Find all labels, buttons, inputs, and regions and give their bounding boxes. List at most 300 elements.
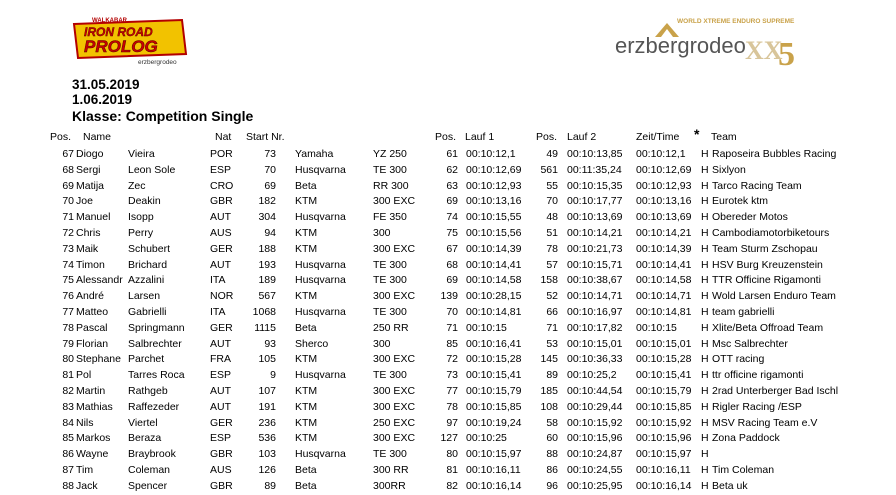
cell-lauf1: 00:10:15,41 xyxy=(466,369,522,382)
cell-model: 300 RR xyxy=(373,463,409,476)
cell-last: Gabrielli xyxy=(128,305,167,318)
cell-nat: AUT xyxy=(210,258,231,271)
cell-pos: 69 xyxy=(62,179,74,192)
cell-brand: Husqvarna xyxy=(295,305,346,318)
cell-pos2: 48 xyxy=(546,211,558,224)
cell-first: Diogo xyxy=(76,148,104,160)
cell-lauf2: 00:10:15,92 xyxy=(567,416,623,429)
cell-first: Stephane xyxy=(76,353,121,366)
cell-pos1: 63 xyxy=(446,179,458,192)
cell-lauf1: 00:10:15,56 xyxy=(466,226,522,239)
cell-h: H xyxy=(701,195,709,208)
cell-model: 300 EXC xyxy=(373,290,416,303)
cell-pos1: 80 xyxy=(446,448,458,461)
cell-team: Eurotek ktm xyxy=(712,195,769,208)
cell-lauf1: 00:10:14,41 xyxy=(466,258,522,271)
logo-tagline: WORLD XTREME ENDURO SUPREME xyxy=(677,18,795,25)
cell-pos: 84 xyxy=(62,416,74,429)
cell-last: Rathgeb xyxy=(128,384,168,397)
cell-h: H xyxy=(701,432,709,445)
cell-first: Markos xyxy=(76,432,111,445)
cell-start: 188 xyxy=(258,242,276,255)
cell-pos2: 60 xyxy=(546,432,558,445)
cell-lauf2: 00:10:17,77 xyxy=(567,195,623,208)
cell-team: Obereder Motos xyxy=(712,211,788,224)
cell-brand: KTM xyxy=(295,432,318,445)
cell-first: Matteo xyxy=(76,305,109,318)
cell-pos: 67 xyxy=(62,148,74,160)
cell-model: 300 xyxy=(373,337,391,350)
cell-pos2: 88 xyxy=(546,448,558,461)
cell-pos: 73 xyxy=(62,242,74,255)
cell-pos1: 69 xyxy=(446,274,458,287)
cell-lauf1: 00:10:16,11 xyxy=(466,463,521,476)
cell-first: André xyxy=(76,290,105,303)
cell-h: H xyxy=(701,290,709,303)
cell-pos1: 74 xyxy=(446,211,458,224)
cell-team: Beta uk xyxy=(712,479,748,492)
cell-pos1: 77 xyxy=(446,384,458,397)
cell-brand: Beta xyxy=(295,479,317,492)
cell-lauf2: 00:10:36,33 xyxy=(567,353,623,366)
cell-h: H xyxy=(701,400,709,413)
cell-brand: Husqvarna xyxy=(295,211,346,224)
erzbergrodeo-logo xyxy=(615,15,825,73)
cell-nat: GBR xyxy=(210,195,233,208)
cell-first: Nils xyxy=(76,416,94,429)
cell-zeit: 00:10:14,39 xyxy=(636,242,692,255)
cell-lauf1: 00:10:16,41 xyxy=(466,337,522,350)
cell-lauf1: 00:10:15,97 xyxy=(466,448,522,461)
cell-pos2: 49 xyxy=(546,148,558,160)
cell-brand: Husqvarna xyxy=(295,258,346,271)
cell-lauf2: 00:10:13,85 xyxy=(567,148,623,160)
table-row xyxy=(0,430,896,446)
cell-start: 567 xyxy=(258,290,276,303)
cell-nat: POR xyxy=(210,148,233,160)
cell-h: H xyxy=(701,448,709,461)
date-2: 1.06.2019 xyxy=(72,92,133,107)
cell-pos2: 185 xyxy=(540,384,558,397)
cell-team: OTT racing xyxy=(712,353,765,366)
cell-nat: ITA xyxy=(210,305,226,318)
cell-lauf2: 00:10:38,67 xyxy=(567,274,623,287)
header-pos-lauf1: Pos. xyxy=(435,131,457,143)
cell-start: 73 xyxy=(264,148,276,160)
cell-pos2: 51 xyxy=(546,226,558,239)
cell-brand: Husqvarna xyxy=(295,274,346,287)
cell-nat: GER xyxy=(210,242,233,255)
cell-lauf2: 00:10:15,35 xyxy=(567,179,623,192)
cell-start: 1068 xyxy=(252,305,276,318)
cell-zeit: 00:10:14,71 xyxy=(636,290,692,303)
cell-h: H xyxy=(701,226,709,239)
table-row xyxy=(0,162,896,178)
results-table xyxy=(0,146,896,494)
cell-team: Rigler Racing /ESP xyxy=(712,400,802,413)
cell-team: Wold Larsen Enduro Team xyxy=(712,290,836,303)
cell-team: MSV Racing Team e.V xyxy=(712,416,818,429)
cell-pos1: 73 xyxy=(446,369,458,382)
cell-model: TE 300 xyxy=(373,305,407,318)
cell-brand: KTM xyxy=(295,400,318,413)
cell-start: 126 xyxy=(258,463,276,476)
table-row xyxy=(0,209,896,225)
cell-pos1: 69 xyxy=(446,195,458,208)
cell-first: Wayne xyxy=(76,448,109,461)
cell-lauf1: 00:10:25 xyxy=(466,432,507,445)
cell-zeit: 00:10:15 xyxy=(636,321,677,334)
cell-h: H xyxy=(701,337,709,350)
cell-pos: 85 xyxy=(62,432,74,445)
cell-pos: 78 xyxy=(62,321,74,334)
cell-first: Sergi xyxy=(76,163,101,176)
cell-nat: ESP xyxy=(210,432,232,445)
cell-h: H xyxy=(701,242,709,255)
cell-zeit: 00:10:14,41 xyxy=(636,258,692,271)
cell-zeit: 00:10:14,81 xyxy=(636,305,692,318)
cell-start: 189 xyxy=(258,274,276,287)
cell-last: Salbrechter xyxy=(128,337,182,350)
cell-zeit: 00:10:13,16 xyxy=(636,195,692,208)
logo-xx: XX xyxy=(745,36,783,65)
cell-pos: 68 xyxy=(62,163,74,176)
logo-name: erzbergrodeo xyxy=(615,33,746,58)
cell-start: 191 xyxy=(258,400,276,413)
cell-nat: GER xyxy=(210,321,233,334)
cell-zeit: 00:10:16,11 xyxy=(636,463,691,476)
cell-zeit: 00:10:14,21 xyxy=(636,226,692,239)
cell-brand: Beta xyxy=(295,463,317,476)
cell-pos1: 85 xyxy=(446,337,458,350)
logo-title-2: PROLOG xyxy=(84,37,158,56)
cell-last: Braybrook xyxy=(128,448,176,461)
cell-brand: Husqvarna xyxy=(295,448,346,461)
cell-lauf1: 00:10:14,81 xyxy=(466,305,522,318)
cell-team: Team Sturm Zschopau xyxy=(712,242,818,255)
cell-pos: 75 xyxy=(62,274,74,287)
cell-lauf2: 00:10:25,95 xyxy=(567,479,623,492)
table-row xyxy=(0,241,896,257)
header-name: Name xyxy=(83,131,112,143)
cell-last: Spencer xyxy=(128,479,168,492)
cell-brand: KTM xyxy=(295,226,318,239)
table-row xyxy=(0,399,896,415)
cell-start: 193 xyxy=(258,258,276,271)
table-row xyxy=(0,146,896,162)
cell-pos1: 82 xyxy=(446,479,458,492)
cell-nat: AUT xyxy=(210,400,231,413)
cell-last: Parchet xyxy=(128,353,165,366)
cell-lauf2: 00:10:25,2 xyxy=(567,369,617,382)
cell-lauf2: 00:10:17,82 xyxy=(567,321,623,334)
cell-zeit: 00:10:13,69 xyxy=(636,211,692,224)
cell-pos: 77 xyxy=(62,305,74,318)
cell-lauf1: 00:10:12,1 xyxy=(466,148,516,160)
cell-last: Isopp xyxy=(128,211,154,224)
cell-nat: AUT xyxy=(210,337,231,350)
table-row xyxy=(0,178,896,194)
cell-pos2: 57 xyxy=(546,258,558,271)
cell-lauf1: 00:10:14,58 xyxy=(466,274,522,287)
cell-first: Joe xyxy=(76,195,93,208)
cell-lauf1: 00:10:19,24 xyxy=(466,416,522,429)
cell-pos2: 89 xyxy=(546,369,558,382)
cell-model: 300 EXC xyxy=(373,432,416,445)
header-pos: Pos. xyxy=(50,131,72,143)
cell-first: Manuel xyxy=(76,211,111,224)
cell-lauf2: 00:10:16,97 xyxy=(567,305,623,318)
date-1: 31.05.2019 xyxy=(72,77,140,92)
cell-model: 300 xyxy=(373,226,391,239)
cell-model: FE 350 xyxy=(373,211,407,224)
cell-first: Alessandr xyxy=(76,274,123,287)
cell-h: H xyxy=(701,384,709,397)
cell-pos2: 70 xyxy=(546,195,558,208)
cell-start: 9 xyxy=(270,369,276,382)
header-team: Team xyxy=(711,131,737,143)
table-row xyxy=(0,272,896,288)
cell-team: TTR Officine Rigamonti xyxy=(712,274,821,287)
cell-zeit: 00:10:15,85 xyxy=(636,400,692,413)
cell-first: Martin xyxy=(76,384,106,397)
cell-zeit: 00:10:15,79 xyxy=(636,384,692,397)
cell-lauf2: 00:10:44,54 xyxy=(567,384,623,397)
table-row xyxy=(0,383,896,399)
cell-model: RR 300 xyxy=(373,179,409,192)
cell-pos1: 61 xyxy=(446,148,458,160)
cell-h: H xyxy=(701,258,709,271)
cell-h: H xyxy=(701,463,709,476)
cell-model: 300 EXC xyxy=(373,384,416,397)
cell-start: 69 xyxy=(264,179,276,192)
cell-brand: KTM xyxy=(295,384,318,397)
cell-first: Matija xyxy=(76,179,105,192)
cell-start: 182 xyxy=(258,195,276,208)
cell-lauf1: 00:10:15,28 xyxy=(466,353,522,366)
cell-lauf2: 00:10:21,73 xyxy=(567,242,623,255)
cell-last: Leon Sole xyxy=(128,163,176,176)
cell-lauf1: 00:10:15 xyxy=(466,321,507,334)
cell-start: 536 xyxy=(258,432,276,445)
cell-start: 236 xyxy=(258,416,276,429)
logo-title-1: IRON ROAD xyxy=(84,25,153,39)
cell-model: TE 300 xyxy=(373,258,407,271)
cell-first: Jack xyxy=(76,479,98,492)
cell-h: H xyxy=(701,479,709,492)
cell-pos1: 72 xyxy=(446,353,458,366)
cell-pos2: 53 xyxy=(546,337,558,350)
cell-pos2: 66 xyxy=(546,305,558,318)
cell-last: Raffezeder xyxy=(128,400,180,413)
cell-last: Azzalini xyxy=(128,274,165,287)
cell-last: Beraza xyxy=(128,432,162,445)
cell-nat: AUS xyxy=(210,226,232,239)
cell-lauf1: 00:10:12,69 xyxy=(466,163,522,176)
cell-nat: AUT xyxy=(210,211,231,224)
cell-brand: KTM xyxy=(295,290,318,303)
cell-last: Coleman xyxy=(128,463,171,476)
cell-lauf1: 00:10:14,39 xyxy=(466,242,522,255)
logo-sub-text: erzbergrodeo xyxy=(138,59,177,66)
cell-pos2: 96 xyxy=(546,479,558,492)
cell-zeit: 00:10:14,58 xyxy=(636,274,692,287)
cell-nat: AUS xyxy=(210,463,232,476)
cell-nat: ESP xyxy=(210,163,232,176)
cell-start: 93 xyxy=(264,337,276,350)
cell-last: Vieira xyxy=(128,148,155,160)
cell-first: Mathias xyxy=(76,400,113,413)
cell-last: Perry xyxy=(128,226,154,239)
cell-first: Maik xyxy=(76,242,99,255)
cell-lauf2: 00:10:15,96 xyxy=(567,432,623,445)
cell-h: H xyxy=(701,305,709,318)
cell-pos2: 108 xyxy=(540,400,558,413)
cell-pos2: 58 xyxy=(546,416,558,429)
cell-pos: 83 xyxy=(62,400,74,413)
cell-team: Tarco Racing Team xyxy=(712,179,802,192)
header-star: * xyxy=(694,126,700,142)
cell-team: team gabrielli xyxy=(712,305,775,318)
table-row xyxy=(0,415,896,431)
header-lauf2: Lauf 2 xyxy=(567,131,597,143)
cell-last: Schubert xyxy=(128,242,171,255)
cell-start: 304 xyxy=(258,211,276,224)
iron-road-prolog-logo xyxy=(70,14,188,66)
cell-pos1: 78 xyxy=(446,400,458,413)
table-row xyxy=(0,336,896,352)
logo-brand-text: WALKABAR xyxy=(92,18,127,24)
cell-nat: AUT xyxy=(210,384,231,397)
cell-brand: Yamaha xyxy=(295,148,334,160)
cell-brand: KTM xyxy=(295,416,318,429)
cell-zeit: 00:10:15,41 xyxy=(636,369,692,382)
cell-nat: GBR xyxy=(210,479,233,492)
cell-pos2: 561 xyxy=(540,163,558,176)
cell-start: 103 xyxy=(258,448,276,461)
event-dates xyxy=(72,77,140,107)
header-pos-lauf2: Pos. xyxy=(536,131,558,143)
cell-model: 300 EXC xyxy=(373,242,416,255)
cell-team: ttr officine rigamonti xyxy=(712,369,804,382)
cell-pos: 80 xyxy=(62,353,74,366)
cell-model: TE 300 xyxy=(373,448,407,461)
cell-team: Cambodiamotorbiketours xyxy=(712,226,830,239)
cell-lauf2: 00:10:15,01 xyxy=(567,337,623,350)
cell-brand: KTM xyxy=(295,353,318,366)
cell-first: Tim xyxy=(76,463,94,476)
cell-start: 107 xyxy=(258,384,276,397)
cell-start: 105 xyxy=(258,353,276,366)
cell-first: Chris xyxy=(76,226,101,239)
cell-zeit: 00:10:15,01 xyxy=(636,337,692,350)
cell-pos1: 127 xyxy=(440,432,458,445)
cell-first: Pascal xyxy=(76,321,108,334)
cell-brand: Sherco xyxy=(295,337,329,350)
cell-lauf2: 00:10:24,55 xyxy=(567,463,623,476)
cell-lauf2: 00:11:35,24 xyxy=(567,163,622,176)
cell-lauf1: 00:10:15,85 xyxy=(466,400,522,413)
cell-lauf1: 00:10:15,55 xyxy=(466,211,522,224)
cell-pos1: 81 xyxy=(446,463,458,476)
cell-pos1: 67 xyxy=(446,242,458,255)
cell-h: H xyxy=(701,353,709,366)
cell-brand: Beta xyxy=(295,179,317,192)
cell-h: H xyxy=(701,179,709,192)
cell-lauf2: 00:10:24,87 xyxy=(567,448,623,461)
cell-pos1: 70 xyxy=(446,305,458,318)
cell-pos: 70 xyxy=(62,195,74,208)
cell-team: Tim Coleman xyxy=(712,463,775,476)
table-row xyxy=(0,225,896,241)
cell-zeit: 00:10:15,96 xyxy=(636,432,692,445)
cell-zeit: 00:10:15,28 xyxy=(636,353,692,366)
cell-lauf2: 00:10:14,71 xyxy=(567,290,623,303)
table-row xyxy=(0,304,896,320)
cell-pos: 71 xyxy=(62,211,74,224)
cell-last: Brichard xyxy=(128,258,168,271)
cell-pos2: 71 xyxy=(546,321,558,334)
cell-last: Viertel xyxy=(128,416,158,429)
cell-pos1: 62 xyxy=(446,163,458,176)
cell-brand: KTM xyxy=(295,242,318,255)
table-row xyxy=(0,367,896,383)
logo-v: 5 xyxy=(778,36,795,73)
cell-pos: 86 xyxy=(62,448,74,461)
cell-brand: KTM xyxy=(295,195,318,208)
cell-pos1: 139 xyxy=(440,290,458,303)
cell-lauf1: 00:10:12,93 xyxy=(466,179,522,192)
cell-h: H xyxy=(701,163,709,176)
cell-pos: 74 xyxy=(62,258,74,271)
cell-team: Xlite/Beta Offroad Team xyxy=(712,321,824,334)
cell-nat: GER xyxy=(210,416,233,429)
table-row xyxy=(0,288,896,304)
cell-model: 250 EXC xyxy=(373,416,416,429)
cell-pos1: 97 xyxy=(446,416,458,429)
cell-pos: 88 xyxy=(62,479,74,492)
cell-model: 300 EXC xyxy=(373,195,416,208)
cell-pos2: 55 xyxy=(546,179,558,192)
cell-pos2: 78 xyxy=(546,242,558,255)
cell-nat: CRO xyxy=(210,179,234,192)
cell-nat: ESP xyxy=(210,369,232,382)
cell-lauf1: 00:10:15,79 xyxy=(466,384,522,397)
cell-pos1: 68 xyxy=(446,258,458,271)
cell-brand: Beta xyxy=(295,321,317,334)
cell-h: H xyxy=(701,416,709,429)
cell-team: Msc Salbrechter xyxy=(712,337,788,350)
table-row xyxy=(0,446,896,462)
header-zeit-time: Zeit/Time xyxy=(636,131,680,143)
cell-brand: Husqvarna xyxy=(295,369,346,382)
cell-team: Sixlyon xyxy=(712,163,746,176)
cell-start: 94 xyxy=(264,226,276,239)
cell-pos2: 52 xyxy=(546,290,558,303)
class-title: Klasse: Competition Single xyxy=(72,108,254,124)
cell-pos1: 75 xyxy=(446,226,458,239)
header-start-nr: Start Nr. xyxy=(246,131,285,143)
cell-start: 89 xyxy=(264,479,276,492)
cell-model: TE 300 xyxy=(373,274,407,287)
cell-pos1: 71 xyxy=(446,321,458,334)
table-row xyxy=(0,351,896,367)
cell-h: H xyxy=(701,211,709,224)
cell-team: Zona Paddock xyxy=(712,432,780,445)
cell-first: Pol xyxy=(76,369,92,382)
cell-nat: NOR xyxy=(210,290,234,303)
cell-pos2: 158 xyxy=(540,274,558,287)
